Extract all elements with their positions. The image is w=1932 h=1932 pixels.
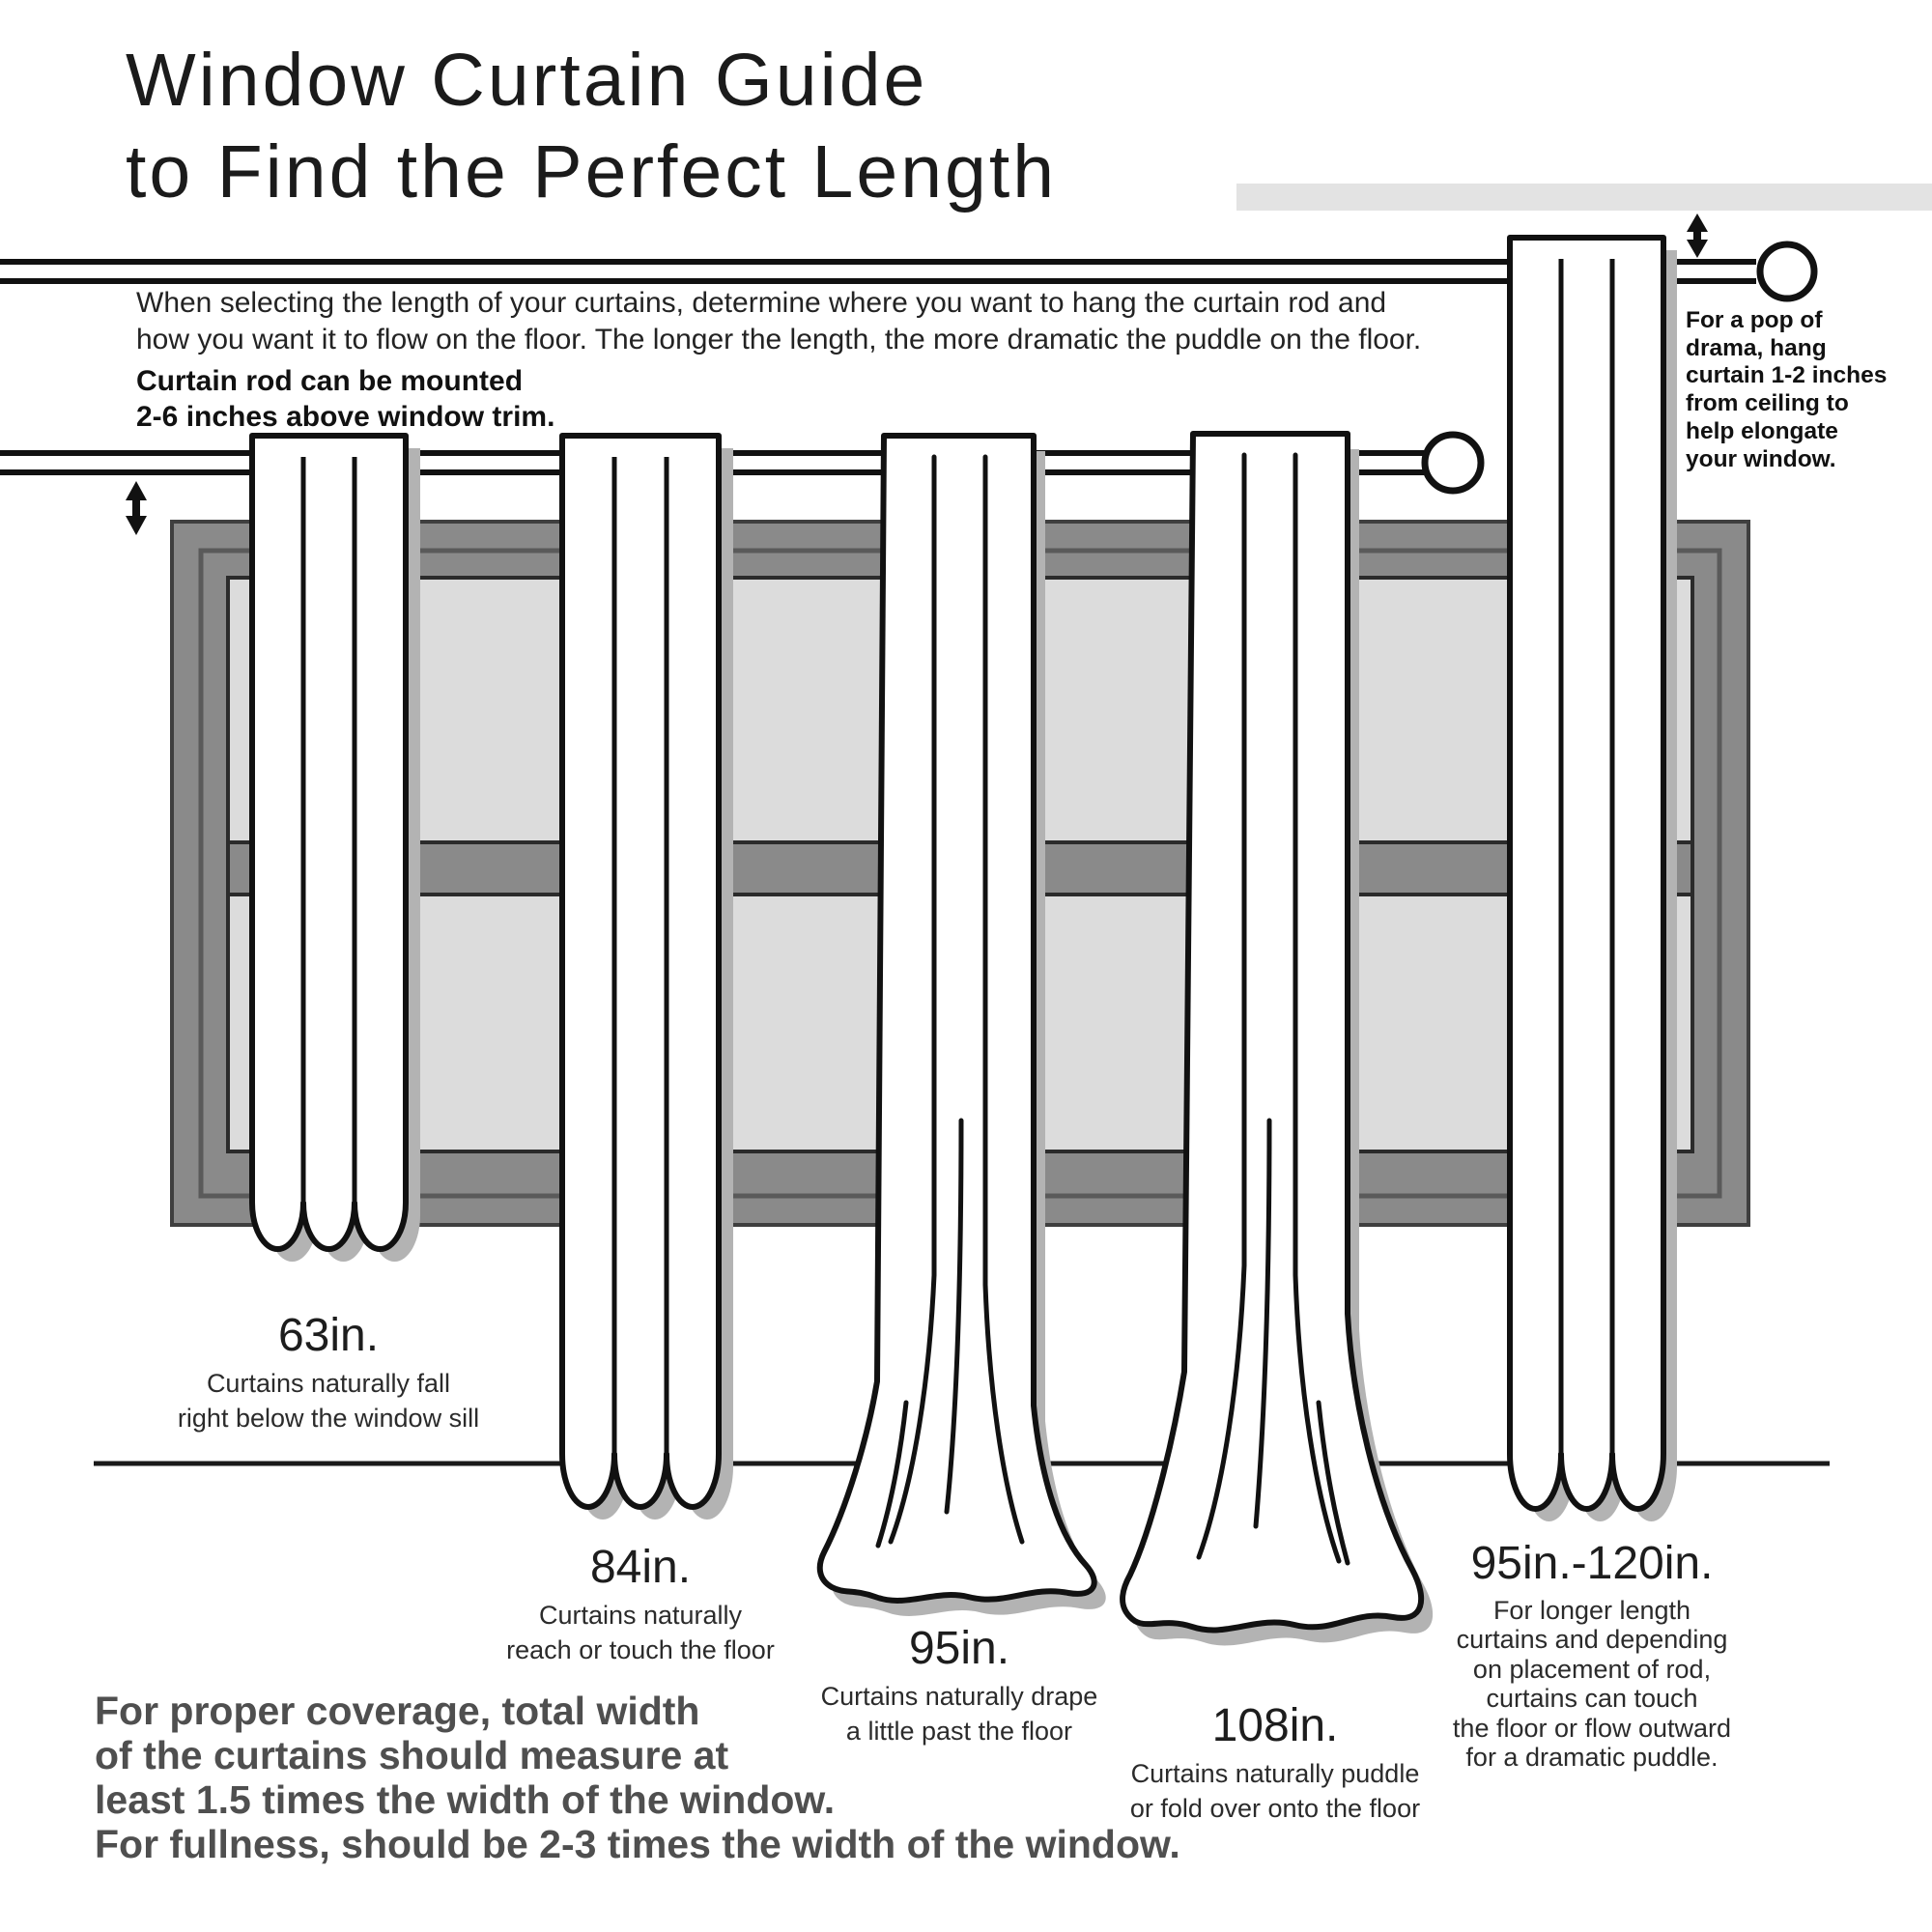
window-rod-finial [1425, 435, 1481, 491]
label-95-120in-size: 95in.-120in. [1470, 1538, 1714, 1589]
title-line-2: to Find the Perfect Length [126, 130, 1058, 213]
curtain-95-120in [1510, 238, 1677, 1521]
curtain-84in-panel [562, 436, 719, 1507]
ceiling-note-line-4: from ceiling to [1686, 390, 1849, 417]
rod-mount-note-line-2: 2-6 inches above window trim. [136, 401, 555, 433]
label-63in-size: 63in. [277, 1310, 380, 1361]
ceiling-note-line-1: For a pop of [1686, 307, 1823, 333]
label-63in [87, 1312, 570, 1435]
ceiling-hang-note [1686, 307, 1887, 473]
coverage-note-line-4: For fullness, should be 2-3 times the width of the window. [95, 1822, 1180, 1866]
label-84in-size: 84in. [589, 1542, 692, 1593]
page-title [126, 35, 1057, 218]
ceiling-note-line-2: drama, hang [1686, 334, 1827, 361]
ceiling-rod-finial [1760, 244, 1814, 298]
curtain-95-120in-panel [1510, 238, 1663, 1509]
intro-line-2: how you want it to flow on the floor. The longer the length, the more dramatic the puddle on the floor. [136, 324, 1422, 355]
label-63in-desc: Curtains naturally fall right below the window sill [177, 1369, 480, 1433]
coverage-note-line-1: For proper coverage, total width [95, 1689, 700, 1733]
curtain-63in-panel [252, 436, 406, 1249]
ceiling-gap-arrow-icon [1687, 213, 1708, 258]
label-84in-desc: Curtains naturally reach or touch the floor [506, 1601, 775, 1664]
label-95in-desc: Curtains naturally drape a little past the floor [820, 1682, 1098, 1746]
ceiling-note-line-6: your window. [1686, 445, 1836, 472]
rod-mount-note [136, 363, 554, 435]
curtain-84in [562, 436, 733, 1520]
coverage-note-line-3: least 1.5 times the width of the window. [95, 1777, 836, 1822]
label-108in-size: 108in. [1211, 1700, 1339, 1751]
label-95in-size: 95in. [908, 1623, 1010, 1674]
intro-paragraph [136, 285, 1421, 358]
coverage-note-line-2: of the curtains should measure at [95, 1733, 729, 1777]
ceiling-note-line-5: help elongate [1686, 417, 1838, 444]
ceiling-bar [1236, 184, 1932, 211]
label-108in-desc: Curtains naturally puddle or fold over onto the floor [1129, 1759, 1421, 1823]
ceiling-note-line-3: curtain 1-2 inches [1686, 362, 1888, 389]
intro-line-1: When selecting the length of your curtains, determine where you want to hang the curtain rod and [136, 287, 1387, 319]
label-95-120in [1350, 1540, 1833, 1772]
rod-height-arrow-icon [126, 481, 147, 535]
title-line-1: Window Curtain Guide [126, 39, 928, 122]
label-95-120in-desc: For longer length curtains and depending on placement of rod, curtains can touch the floor or flow outward for a dramatic puddle. [1452, 1596, 1732, 1773]
rod-mount-note-line-1: Curtain rod can be mounted [136, 365, 524, 397]
coverage-note [95, 1689, 1180, 1866]
curtain-63in [252, 436, 420, 1262]
